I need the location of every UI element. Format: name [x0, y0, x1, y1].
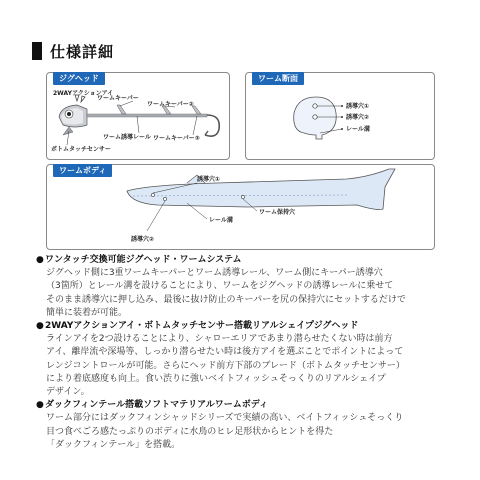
spec-item: [36, 254, 456, 320]
jig-head-tag: ジグヘッド: [53, 72, 105, 85]
page-title: 仕様詳細: [50, 43, 115, 61]
spec-item: [36, 320, 456, 399]
spec-heading: ●ワンタッチ交換可能ジグヘッド・ワームシステム: [36, 254, 456, 267]
spec-list: [36, 254, 456, 452]
label-body-hole-2: 誘導穴②: [131, 236, 155, 243]
spec-line: 「ダックフィンテール」を搭載。: [46, 439, 181, 450]
jig-head-illustration: [59, 95, 219, 136]
spec-line: ジグヘッド側に3重ワームキーパーとワーム誘導レール、ワーム側にキーパー誘導穴: [46, 268, 383, 279]
label-worm-guide-rail: ワーム誘導レール: [103, 134, 151, 141]
worm-section-tag: ワーム断面: [252, 72, 304, 85]
label-section-hole-1: 誘導穴①: [346, 103, 370, 110]
spec-line: デザイン。: [46, 387, 90, 398]
label-worm-keeper-2: ワームキーパー②: [147, 101, 194, 108]
worm-body-diagram: [47, 165, 436, 251]
spec-line: ワーム部分にはダックフィンシャッドシリーズで実績の高い、ベイトフィッシュそっくり: [46, 413, 404, 424]
spec-line: 目つ食べごろ感たっぷりのボディに水鳥のヒレ足形状からヒントを得た: [46, 426, 334, 437]
bullet-icon: ●: [36, 400, 44, 411]
worm-section-diagram: [246, 73, 436, 161]
label-two-way-eye: 2WAYアクションアイ: [53, 90, 114, 97]
spec-line: アイ、離岸流や深場等、しっかり潜らせたい時は後方アイを選ぶことでポイントによって: [46, 347, 404, 358]
bullet-icon: ●: [36, 321, 44, 332]
spec-line: そのまま誘導穴に押し込み、最後に抜け防止のキーパーを尻の保持穴にセットするだけで: [46, 294, 406, 305]
worm-section-panel: [245, 72, 435, 160]
spec-heading: ●2WAYアクションアイ・ボトムタッチセンサー搭載リアルシェイプジグヘッド: [36, 320, 456, 333]
label-body-rail-groove: レール溝: [209, 217, 233, 224]
spec-line: （3箇所）とレール溝を設けることにより、ワームをジグヘッドの誘導レールに乗せて: [46, 281, 394, 292]
label-worm-keeper: ワームキーパー: [97, 95, 139, 102]
worm-body-tag: ワームボディ: [53, 164, 112, 177]
jig-head-panel: [46, 72, 230, 160]
label-worm-keeper-3: ワームキーパー③: [153, 135, 200, 142]
spec-line: により着底感度も向上。食い渋りに強いベイトフィッシュそっくりのリアルシェイプ: [46, 373, 386, 384]
jig-head-diagram: [47, 73, 231, 161]
spec-line: 簡単に装着が可能。: [46, 307, 128, 318]
worm-body-panel: [46, 164, 435, 250]
spec-item: [36, 399, 456, 452]
worm-cross-section: [294, 97, 337, 139]
label-bottom-sensor: ボトムタッチセンサー: [51, 146, 111, 153]
spec-line: ラインアイを2つ設けることにより、シャローエリアであまり潜らせたくない時は前方: [46, 334, 393, 345]
title-marker: [32, 42, 42, 60]
spec-line: レンジコントロールが可能。さらにヘッド前方下部のブレード（ボトムタッチセンサー）: [46, 360, 405, 371]
label-body-hole-1: 誘導穴①: [197, 176, 221, 183]
worm-body-illustration: [127, 169, 395, 210]
bullet-icon: ●: [36, 255, 44, 265]
label-section-rail-groove: レール溝: [346, 126, 370, 133]
spec-heading: ●ダックフィンテール搭載ソフトマテリアルワームボディ: [36, 399, 456, 412]
label-body-keeper-hole: ワーム保持穴: [259, 209, 296, 216]
label-section-hole-2: 誘導穴②: [346, 114, 370, 121]
